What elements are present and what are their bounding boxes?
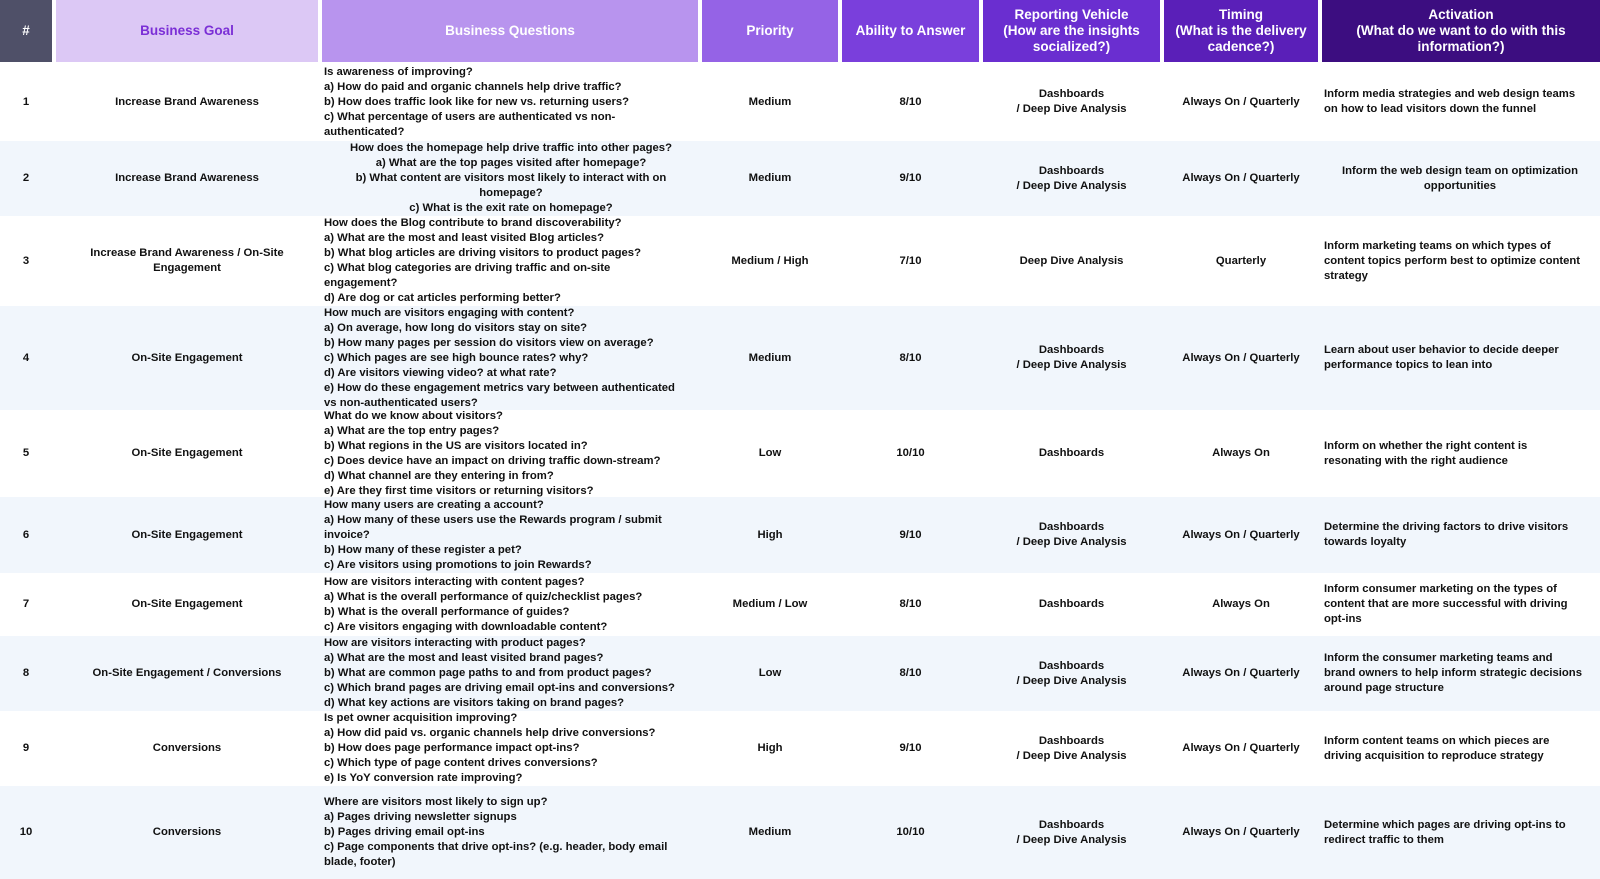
header-num: # (0, 0, 52, 62)
cell-business-goal: On-Site Engagement (131, 598, 243, 610)
cell-priority: Medium (748, 172, 792, 184)
cell-business-goal: Conversions (152, 742, 222, 754)
cell-business-goal: Increase Brand Awareness (115, 95, 259, 108)
cell-business-goal: Increase Brand Awareness / On-Site Engagement (90, 247, 284, 274)
cell-activation: Inform media strategies and web design teams on how to lead visitors down the funnel (1324, 88, 1576, 115)
cell-num: 2 (22, 172, 30, 184)
cell-business-goal: Conversions (152, 826, 222, 838)
cell-timing: Quarterly (1215, 254, 1267, 267)
cell-business-questions: How does the homepage help drive traffic into other pages? a) What are the top pages visited after homepage? b) What content are visitors most likely to interact with on homepage? c) What is the exit rate on homepage? (349, 142, 672, 214)
cell-activation: Inform marketing teams on which types of content topics perform best to optimize content strategy (1324, 239, 1581, 282)
cell-business-questions: How many users are creating a account? a) How many of these users use the Rewards program / submit invoice? b) How many of these register a pet? c) Are visitors using promotions to join Rewards? (324, 498, 662, 571)
cell-business-questions: Where are visitors most likely to sign up? a) Pages driving newsletter signups b) Pages driving email opt-ins c) Page components that drive opt-ins? (e.g. header, body email blade, footer) (324, 796, 668, 868)
cell-priority: Medium (748, 351, 792, 364)
cell-timing: Always On / Quarterly (1182, 667, 1300, 679)
cell-reporting-vehicle: Dashboards / Deep Dive Analysis (1016, 521, 1127, 548)
table-row (0, 141, 1600, 216)
cell-business-goal: Increase Brand Awareness (115, 172, 259, 184)
cell-timing: Always On / Quarterly (1182, 742, 1300, 754)
header-business-questions: Business Questions (322, 0, 698, 62)
cell-business-questions: How are visitors interacting with content pages? a) What is the overall performance of quiz/checklist pages? b) What is the overall performance of guides? c) Are visitors engaging with downloadable content? (324, 575, 643, 633)
cell-reporting-vehicle: Dashboards / Deep Dive Analysis (1016, 818, 1127, 846)
cell-num: 7 (22, 598, 30, 610)
cell-timing: Always On (1212, 447, 1270, 459)
cell-timing: Always On / Quarterly (1182, 351, 1300, 364)
cell-activation: Inform on whether the right content is resonating with the right audience (1324, 439, 1528, 467)
cell-business-questions: How does the Blog contribute to brand discoverability? a) What are the most and least visited Blog articles? b) What blog articles are driving visitors to product pages? c) What blog categories are driving traffic and on-site engagement? d) Are dog or cat articles performing better? (324, 217, 641, 304)
cell-timing: Always On / Quarterly (1182, 172, 1300, 184)
cell-num: 4 (22, 351, 30, 364)
cell-priority: Medium (748, 826, 792, 838)
cell-reporting-vehicle: Dashboards / Deep Dive Analysis (1016, 734, 1127, 762)
header-priority: Priority (702, 0, 838, 62)
cell-business-questions: How much are visitors engaging with content? a) On average, how long do visitors stay on site? b) How many pages per session do visitors view on average? c) Which pages are see high bounce rates? why? d) Are visitors viewing video? at what rate? e) How do these engagement metrics vary between authenticated vs non-authenticated users? (324, 306, 675, 409)
header-ability: Ability to Answer (842, 0, 979, 62)
cell-activation: Inform the consumer marketing teams and brand owners to help inform strategic decisions around page structure (1324, 652, 1582, 694)
cell-ability: 9/10 (899, 172, 922, 184)
cell-activation: Learn about user behavior to decide deeper performance topics to lean into (1324, 344, 1559, 371)
header-reporting-vehicle: Reporting Vehicle (How are the insights socialized?) (983, 0, 1160, 62)
table-row (0, 636, 1600, 711)
cell-num: 6 (22, 528, 30, 541)
cell-activation: Inform the web design team on optimization opportunities (1342, 164, 1578, 192)
cell-priority: High (757, 528, 783, 541)
cell-ability: 10/10 (896, 826, 925, 838)
cell-ability: 8/10 (899, 95, 922, 108)
cell-num: 1 (22, 95, 30, 108)
cell-activation: Inform consumer marketing on the types of content that are more successful with driving opt-ins (1324, 583, 1568, 625)
cell-business-questions: Is pet owner acquisition improving? a) How did paid vs. organic channels help drive conversions? b) How does page performance impact opt-ins? c) Which type of page content drives conversions? e) Is YoY conversion rate improving? (324, 712, 656, 784)
cell-ability: 8/10 (899, 667, 922, 679)
cell-priority: Medium / High (731, 254, 809, 267)
cell-business-goal: On-Site Engagement (131, 351, 243, 364)
table-row (0, 306, 1600, 410)
table-row (0, 216, 1600, 306)
cell-priority: High (757, 742, 783, 754)
table-row (0, 497, 1600, 573)
cell-priority: Medium / Low (732, 598, 808, 610)
cell-timing: Always On / Quarterly (1182, 826, 1300, 838)
cell-business-goal: On-Site Engagement (131, 447, 243, 459)
table-row (0, 573, 1600, 636)
header-business-goal: Business Goal (56, 0, 318, 62)
cell-priority: Low (758, 667, 782, 679)
cell-ability: 9/10 (899, 528, 922, 541)
cell-timing: Always On (1212, 598, 1270, 610)
cell-reporting-vehicle: Dashboards / Deep Dive Analysis (1016, 88, 1127, 115)
cell-timing: Always On / Quarterly (1182, 528, 1300, 541)
cell-num: 10 (19, 826, 33, 838)
cell-business-goal: On-Site Engagement (131, 528, 243, 541)
table-row (0, 711, 1600, 786)
cell-business-questions: Is awareness of improving? a) How do paid and organic channels help drive traffic? b) How does traffic look like for new vs. returning users? c) What percentage of users are authenticated vs non- authenticated? (324, 65, 630, 138)
cell-num: 5 (22, 447, 30, 459)
cell-business-questions: What do we know about visitors? a) What are the top entry pages? b) What regions in the US are visitors located in? c) Does device have an impact on driving traffic down-stream? d) What channel are they entering in from? e) Are they first time visitors or returning visitors? (324, 409, 661, 497)
cell-ability: 8/10 (899, 598, 922, 610)
cell-timing: Always On / Quarterly (1182, 95, 1300, 108)
cell-reporting-vehicle: Dashboards / Deep Dive Analysis (1016, 344, 1127, 371)
table-row (0, 63, 1600, 141)
cell-ability: 10/10 (896, 447, 925, 459)
table-row (0, 410, 1600, 497)
cell-activation: Determine the driving factors to drive visitors towards loyalty (1324, 521, 1569, 548)
cell-ability: 7/10 (899, 254, 922, 267)
cell-ability: 9/10 (899, 742, 922, 754)
cell-priority: Medium (748, 95, 792, 108)
table-row (0, 786, 1600, 879)
header-activation: Activation (What do we want to do with this information?) (1322, 0, 1600, 62)
cell-num: 3 (22, 254, 30, 267)
cell-activation: Determine which pages are driving opt-ins to redirect traffic to them (1324, 818, 1566, 846)
cell-reporting-vehicle: Dashboards / Deep Dive Analysis (1016, 164, 1127, 192)
cell-num: 9 (22, 742, 30, 754)
cell-reporting-vehicle: Dashboards / Deep Dive Analysis (1016, 659, 1127, 687)
cell-ability: 8/10 (899, 351, 922, 364)
header-row (0, 0, 1600, 62)
cell-reporting-vehicle: Deep Dive Analysis (1019, 254, 1124, 267)
cell-business-goal: On-Site Engagement / Conversions (92, 667, 282, 679)
cell-activation: Inform content teams on which pieces are driving acquisition to reproduce strategy (1324, 734, 1550, 762)
cell-reporting-vehicle: Dashboards (1038, 598, 1105, 610)
cell-reporting-vehicle: Dashboards (1038, 447, 1105, 459)
cell-num: 8 (22, 667, 30, 679)
header-timing: Timing (What is the delivery cadence?) (1164, 0, 1318, 62)
cell-priority: Low (758, 447, 782, 459)
cell-business-questions: How are visitors interacting with product pages? a) What are the most and least visited brand pages? b) What are common page paths to and from product pages? c) Which brand pages are driving email opt-ins and conversions? d) What key actions are visitors taking on brand pages? (324, 637, 675, 709)
